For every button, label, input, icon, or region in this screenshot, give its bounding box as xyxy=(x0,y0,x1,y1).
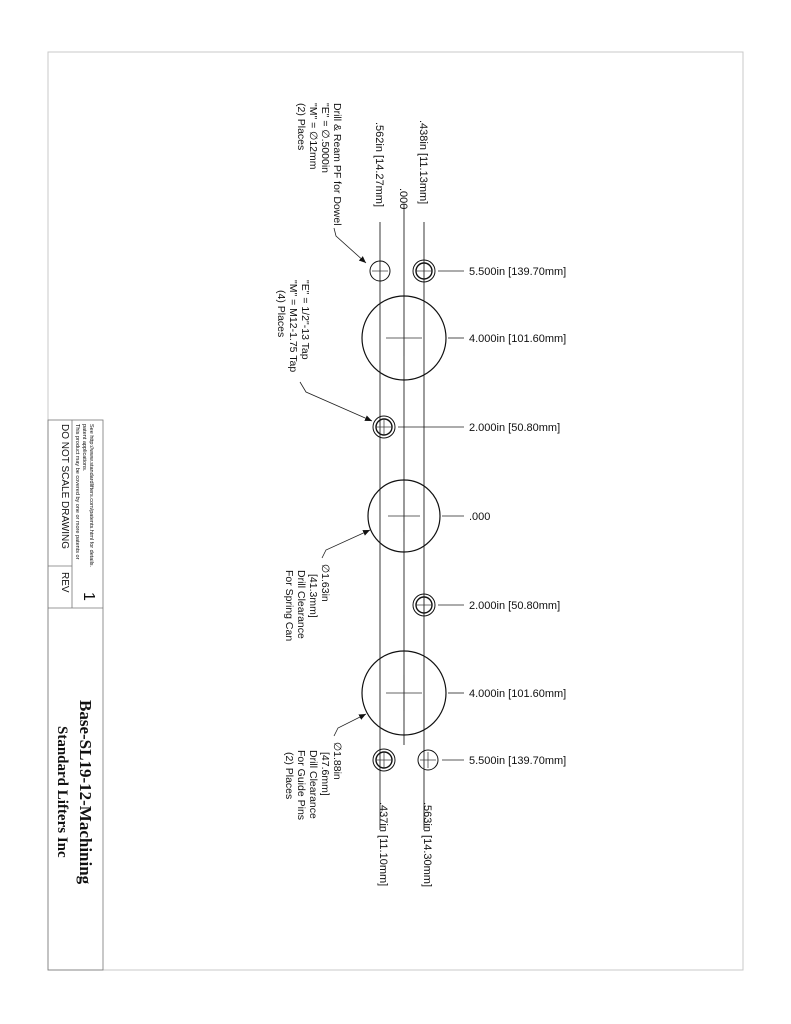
svg-text:5.500in [139.70mm] xyxy=(469,755,566,767)
title-block-text xyxy=(54,424,97,885)
patent-line-3: See http://www.standardlifters.com/patents.html for details. xyxy=(88,424,94,568)
note-dowel-line-3: "M" = ∅12mm xyxy=(307,103,319,170)
rev-value: 1 xyxy=(80,592,97,601)
dim-top-438-mm: [11.13mm] xyxy=(417,153,429,205)
dim-bottom-563-mm: [14.30mm] xyxy=(421,835,433,888)
note-guide-line-1: ∅1.88in xyxy=(331,742,343,780)
dim-right-1-mm: [139.70mm] xyxy=(508,266,567,278)
drawing-title: Base-SL19-12-Machining xyxy=(76,700,95,885)
dimensions-top xyxy=(373,120,429,209)
do-not-scale-label: DO NOT SCALE DRAWING xyxy=(59,424,70,550)
dim-right-4: .000 xyxy=(469,511,491,523)
svg-text:.437in [11.10mm] xyxy=(377,802,389,886)
note-dowel-line-2: "E" = ∅.5000in xyxy=(319,103,331,174)
svg-text:5.500in [139.70mm] xyxy=(469,266,566,278)
dim-right-2-mm: [101.60mm] xyxy=(508,333,567,345)
svg-text:.562in [14.27mm] xyxy=(373,122,385,207)
dim-right-6-mm: [101.60mm] xyxy=(508,688,567,700)
dim-right-7: 5.500in xyxy=(469,755,506,767)
note-spring-line-3: Drill Clearance xyxy=(295,570,307,639)
dimensions-right xyxy=(469,266,566,767)
note-spring-line-2: [41.3mm] xyxy=(307,574,319,618)
dim-right-5: 2.000in xyxy=(469,600,506,612)
note-guide-line-3: Drill Clearance xyxy=(307,750,319,819)
note-spring-line-1: ∅1.63in xyxy=(319,564,331,602)
dim-top-562: .562in xyxy=(373,122,385,152)
note-guide-line-5: (2) Places xyxy=(283,752,295,800)
dim-right-2: 4.000in xyxy=(469,333,506,345)
rev-label: REV xyxy=(59,572,70,593)
note-guide-line-4: For Guide Pins xyxy=(295,750,307,821)
dim-right-7-mm: [139.70mm] xyxy=(508,755,567,767)
dim-bottom-437: .437in xyxy=(377,802,389,832)
svg-text:.438in [11.13mm] xyxy=(417,120,429,204)
note-tap xyxy=(275,280,372,421)
svg-text:.563in [14.30mm] xyxy=(421,802,433,887)
company-name: Standard Lifters Inc xyxy=(54,726,70,858)
svg-text:2.000in [50.80mm] xyxy=(469,422,560,434)
dim-bottom-563: .563in xyxy=(421,802,433,832)
dim-top-562-mm: [14.27mm] xyxy=(373,155,385,208)
dim-top-438: .438in xyxy=(417,120,429,150)
dim-right-5-mm: [50.80mm] xyxy=(508,600,561,612)
dim-right-3-mm: [50.80mm] xyxy=(508,422,561,434)
note-dowel-line-1: Drill & Ream PF for Dowel xyxy=(331,103,343,226)
note-spring-line-4: For Spring Can xyxy=(283,570,295,642)
note-dowel xyxy=(295,103,366,263)
note-dowel-line-4: (2) Places xyxy=(295,103,307,151)
svg-text:2.000in [50.80mm] xyxy=(469,600,560,612)
dim-bottom-437-mm: [11.10mm] xyxy=(377,835,389,887)
svg-text:4.000in [101.60mm] xyxy=(469,333,566,345)
dim-right-6: 4.000in xyxy=(469,688,506,700)
note-tap-line-2: "M" = M12-1.75 Tap xyxy=(287,280,299,373)
dimensions-bottom xyxy=(377,802,433,887)
dimension-leaders-right xyxy=(398,271,464,760)
svg-text:4.000in [101.60mm] xyxy=(469,688,566,700)
sheet-border xyxy=(48,52,743,970)
note-tap-line-3: (4) Places xyxy=(275,290,287,338)
dim-right-1: 5.500in xyxy=(469,266,506,278)
note-tap-line-1: "E" = 1/2"-13 Tap xyxy=(299,280,311,360)
patent-line-1: This product may be covered by one or more patents or xyxy=(74,424,80,560)
note-spring-can xyxy=(283,530,370,641)
note-guide-pins xyxy=(283,714,366,820)
patent-line-2: patent applications. xyxy=(81,424,87,472)
dim-top-000: .000 xyxy=(397,188,409,210)
dim-right-3: 2.000in xyxy=(469,422,506,434)
note-guide-line-2: [47.6mm] xyxy=(319,752,331,796)
